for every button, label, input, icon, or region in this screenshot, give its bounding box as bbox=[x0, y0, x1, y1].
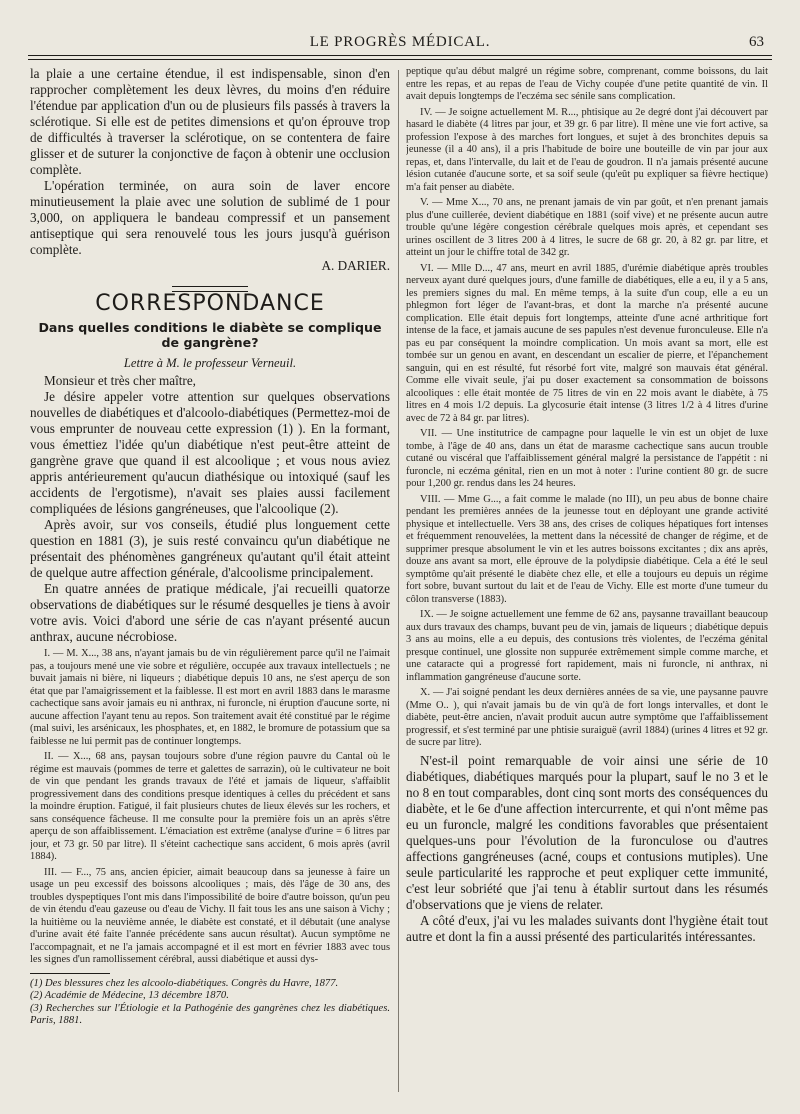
paragraph: N'est-il point remarquable de voir ainsi une série de 10 diabétiques, diabétiques marqués pour la plupart, sauf le no 3 et le no 8 en tout comparables, dont cinq sont morts des conséquences du diabète, et le 6e d'une affection intercurrente, et qui n'ont même pas eu un furoncle, malgré les conditions favorables que présentaient quelques-uns pour l'évolution de la furonculose ou d'autres affections gangréneuses (acné, coups et contusions mutiples). Une seule particularité les rapproche et peut expliquer cette immunité, c'est leur sobriété que j'ai tenu à établir surtout dans les résumés d'observations que je viens de relater. bbox=[406, 752, 768, 912]
paragraph: Après avoir, sur vos conseils, étudié plus longuement cette question en 1881 (3), je suis resté convaincu qu'un diabétique ne présentait des phénomènes gangréneux qu'autant qu'il était atteint de quelque autre affection générale, d'alcoolisme principalement. bbox=[30, 517, 390, 580]
footnote-rule bbox=[30, 973, 110, 974]
observation: VII. — Une institutrice de campagne pour laquelle le vin est un objet de luxe tombe, à l'âge de 40 ans, dans un état de marasme cachectique sans aucun trouble cutané ou viscéral que l'affaiblissement général malgré la persistance de l'appétit : ni furoncle, ni eczéma génital, rien en un mot à noter : l'urine contient 80 gr. de sucre pour 1,200 gr. rendus dans les 24 heures. bbox=[406, 428, 768, 489]
header-rule bbox=[28, 55, 772, 56]
observation: III. — F..., 75 ans, ancien épicier, aimait beaucoup dans sa jeunesse à faire un usage un peu excessif des boissons alcooliques ; mais, dès l'âge de 30 ans, des troubles dyspeptiques l'ont mis dans l'impossibilité de boire d'autre boisson, qu'un peu de vin étendu d'eau gazeuse ou d'eau de Vichy. Il fait tous les ans une saison à Vichy ; la huitième ou la neuvième année, le diabète est constaté, et il débutait (une analyse d'urine avait été faite l'année précédente sans aucun résultat). Aucun symptôme ne l'accompagnait, et ne l'a jamais accompagné et il est mort en février 1883 avec tous les signes d'un ramollissement cérébral, aussi diabétique et aussi dys- bbox=[30, 866, 390, 965]
section-title: CORRESPONDANCE bbox=[95, 291, 325, 316]
observation: II. — X..., 68 ans, paysan toujours sobre d'une région pauvre du Cantal où le régime est mauvais (pommes de terre et galettes de sarrazin), où le cultivateur ne boit de vin que pendant les grands travaux de l'été et jamais de liqueur, s'affaiblit progressivement dans des conditions presque identiques à celles du précédent et sans la moindre éruption. Fatigué, il fait plusieurs chutes de lieux élevés sur les rochers, et sans conséquence fâcheuse. Il me consulte pour la première fois un an après s'être aperçu de son affaiblissement. L'émaciation est extrême (analyse d'urine = 6 litres par jour, et 73 gr. 50 par litre). Il s'éteint cachectique sans accident, 6 mois après (avril 1884). bbox=[30, 751, 390, 862]
footnote: (2) Académie de Médecine, 13 décembre 1870. bbox=[30, 990, 229, 1001]
author-signature: A. DARIER. bbox=[321, 258, 390, 273]
paragraph: la plaie a une certaine étendue, il est indispensable, sinon d'en rapprocher complètement les deux lèvres, du moins d'en réduire l'étendue par application d'un ou de plusieurs fils passés à travers la sclérotique. Si elle est de petites dimensions et qu'on éprouve trop de difficultés à traverser la sclérotique, on se contentera de faire glisser et de suturer la conjonctive de façon à obtenir une occlusion complète. bbox=[30, 66, 390, 177]
observation: VIII. — Mme G..., a fait comme le malade (no III), un peu abus de bonne chaire pendant les premières années de la jeunesse tout en déployant une grande activité physique et intellectuelle. Vers 38 ans, des crises de coliques hépatiques fort intenses et fréquemment renouvelées, la mettent dans la nécessité de changer de régime, et de supprimer presque absolument le vin et les autres boissons excitantes ; dix ans après, douze ans avant sa mort, elle éprouve de la polydipsie diabétique. Cela a été le seul symptôme qu'ait présenté le diabète chez elle, et elle a toujours eu depuis un régime fort sobre, buvant surtout du lait et de l'eau de Vichy. Elle est morte d'une tumeur du côlon transverse (1883). bbox=[406, 493, 768, 605]
column-divider bbox=[398, 70, 399, 1092]
salutation: Monsieur et très cher maître, bbox=[44, 373, 196, 388]
observation-continued: peptique qu'au début malgré un régime sobre, comprenant, comme boissons, du lait entre les repas, et au repas de l'eau de Vichy coupée d'une petite quantité de vin. Il avait depuis longtemps de l'eczéma sec sénile sans complication. bbox=[406, 66, 768, 102]
observation: V. — Mme X..., 70 ans, ne prenant jamais de vin par goût, et n'en prenant jamais plus d'une cuillerée, devient diabétique en 1881 (soif vive) et ne présente aucun autre trouble qu'une légère congestion cérébrale quelques mois après, et cependant ses urines oscillent de 3 litres 200 à 4 litres, le sucre de 68 gr. 20, à 82 gr. par litre, et atteint un jour le chiffre total de 342 gr. bbox=[406, 197, 768, 258]
observation: I. — M. X..., 38 ans, n'ayant jamais bu de vin régulièrement parce qu'il ne l'aimait pas, a toujours mené une vie sobre et régulière, occupée aux travaux intellectuels ; ne buvait jamais ni bière, ni liqueurs ; diabétique depuis 10 ans, ne s'est aperçu de son état que par l'amaigrissement et la faiblesse. Il est mort en avril 1883 dans le marasme cachectique sans avoir jamais eu ni anthrax, ni furoncle, ni éruption d'aucune sorte, ni aucune affection l'ayant tenu au repos. Son traitement avait été constitué par le régime (mal suivi, les arsénicaux, les phosphates, et, en 1882, le bromure de potassium que sa faiblesse ne lui permit pas de continuer longtemps. bbox=[30, 648, 390, 747]
right-column bbox=[406, 66, 768, 1098]
ornament-divider bbox=[30, 279, 390, 287]
header-rule-thin bbox=[28, 59, 772, 60]
footnote: (3) Recherches sur l'Étiologie et la Pathogénie des gangrènes chez les diabétiques. Paris, 1881. bbox=[30, 1002, 390, 1026]
paragraph: En quatre années de pratique médicale, j'ai recueilli quatorze observations de diabétiques sur le résumé desquelles je tiens à avoir votre avis. Voici d'abord une série de cas n'ayant présenté aucun anthrax, aucune nécrobiose. bbox=[30, 581, 390, 644]
paragraph: A côté d'eux, j'ai vu les malades suivants dont l'hygiène était tout autre et dont la fin a aussi présenté des particularités intéressantes. bbox=[406, 912, 768, 944]
left-column bbox=[30, 66, 390, 1098]
journal-title: LE PROGRÈS MÉDICAL. bbox=[309, 34, 491, 50]
page-number: 63 bbox=[749, 34, 764, 50]
paragraph: L'opération terminée, on aura soin de laver encore minutieusement la plaie avec une solution de sublimé de 1 pour 3,000, on appliquera le bandeau compressif et un pansement antiseptique qui sera renouvelé tous les jours jusqu'à guérison complète. bbox=[30, 178, 390, 257]
observation: VI. — Mlle D..., 47 ans, meurt en avril 1885, d'urémie diabétique après troubles nerveux ayant duré quelques jours, d'une famille de diabétiques, elle a eu, il y a 5 ans, les premiers signes du mal. En même temps, à la suite d'un coup, elle a eu un phlegmon fort léger de l'avant-bras, et dont la marche n'a présenté aucune complication. Elle était depuis fort longtemps, atteinte d'une acné arthritique fort intense de la face, et jamais aucune de ses papules n'est devenue furonculeuse. Elle n'a pas eu par conséquent la moindre complication. Un mois avant sa mort, elle est tombée sur un genou en avant, en descendant un escalier de pierre, et l'épanchement sanguin, qui en est résulté, fut résorbé fort vite, malgré son mauvais état général. Comme elle vivait seule, j'ai pu doser exactement sa consommation de boissons alcooliques : elle était montée de 75 litres de vin en 22 mois avant le diabète, à 75 litres en 4 mois 1/2 depuis. La glycosurie était intense (3 litres 1/2 à 4 litres d'urine avec de 72 à 84 gr. par litres). bbox=[406, 262, 768, 424]
letter-heading: Lettre à M. le professeur Verneuil. bbox=[123, 356, 297, 370]
footnote: (1) Des blessures chez les alcoolo-diabétiques. Congrès du Havre, 1877. bbox=[30, 977, 339, 989]
observation: X. — J'ai soigné pendant les deux dernières années de sa vie, une paysanne pauvre (Mme O.. ), qui n'avait jamais bu de vin qu'à de fort longs intervalles, et dont le diabète, peut-être ancien, n'avait produit aucun autre symptôme que l'affaiblissement progressif, et s'est terminé par une phtisie suraiguë (avril 1884) (urines 4 litres et 92 gr. de sucre par litre). bbox=[406, 687, 768, 748]
observation: IV. — Je soigne actuellement M. R..., phtisique au 2e degré dont j'ai découvert par hasard le diabète (4 litres par jour, et 39 gr. 6 par litre). Il mène une vie fort active, sa profession l'expose à des marches fort longues, et sujet à des bronchites depuis sa jeunesse (il a 40 ans), il a pris l'habitude de boire une bouteille de vin par jour aux repas, et, dans l'intervalle, du lait et de l'eau de goudron. Il n'a jamais présenté aucune lésion cutanée d'aucune sorte, et sa soif seule (qu'eût pu expliquer sa fièvre hectique) m'a fait penser au diabète. bbox=[406, 106, 768, 193]
page-header bbox=[28, 34, 772, 54]
article-subtitle: Dans quelles conditions le diabète se complique de gangrène? bbox=[38, 320, 382, 350]
observation: IX. — Je soigne actuellement une femme de 62 ans, paysanne travaillant beaucoup aux durs travaux des champs, buvant peu de vin, jamais de liqueurs ; diabétique depuis 3 ans au moins, elle a eu depuis, des contusions très violentes, de l'eczéma génital presque continuel, une glossite non suppurée extrêmement simple comme marche, et une cataracte qui a progressé fort rapidement, mais ni furoncle, ni anthrax, ni inflammation gangréneuse d'aucune sorte. bbox=[406, 609, 768, 683]
paragraph: Je désire appeler votre attention sur quelques observations nouvelles de diabétiques et d'alcoolo-diabétiques (Permettez-moi de vous emprunter de nouveau cette expression (1) ). En la formant, vous émettiez l'idée qu'un diabétique n'est peut-être atteint de gangrène grave que quand il est alcoolique ; et vous nous aviez appris antérieurement qu'aucun diathésique ou intoxiqué (sauf les accidents de l'ergotisme), n'avait ses plaies aussi facilement compliquées de lésions gangréneuses, que l'alcoolique (2). bbox=[30, 389, 390, 516]
